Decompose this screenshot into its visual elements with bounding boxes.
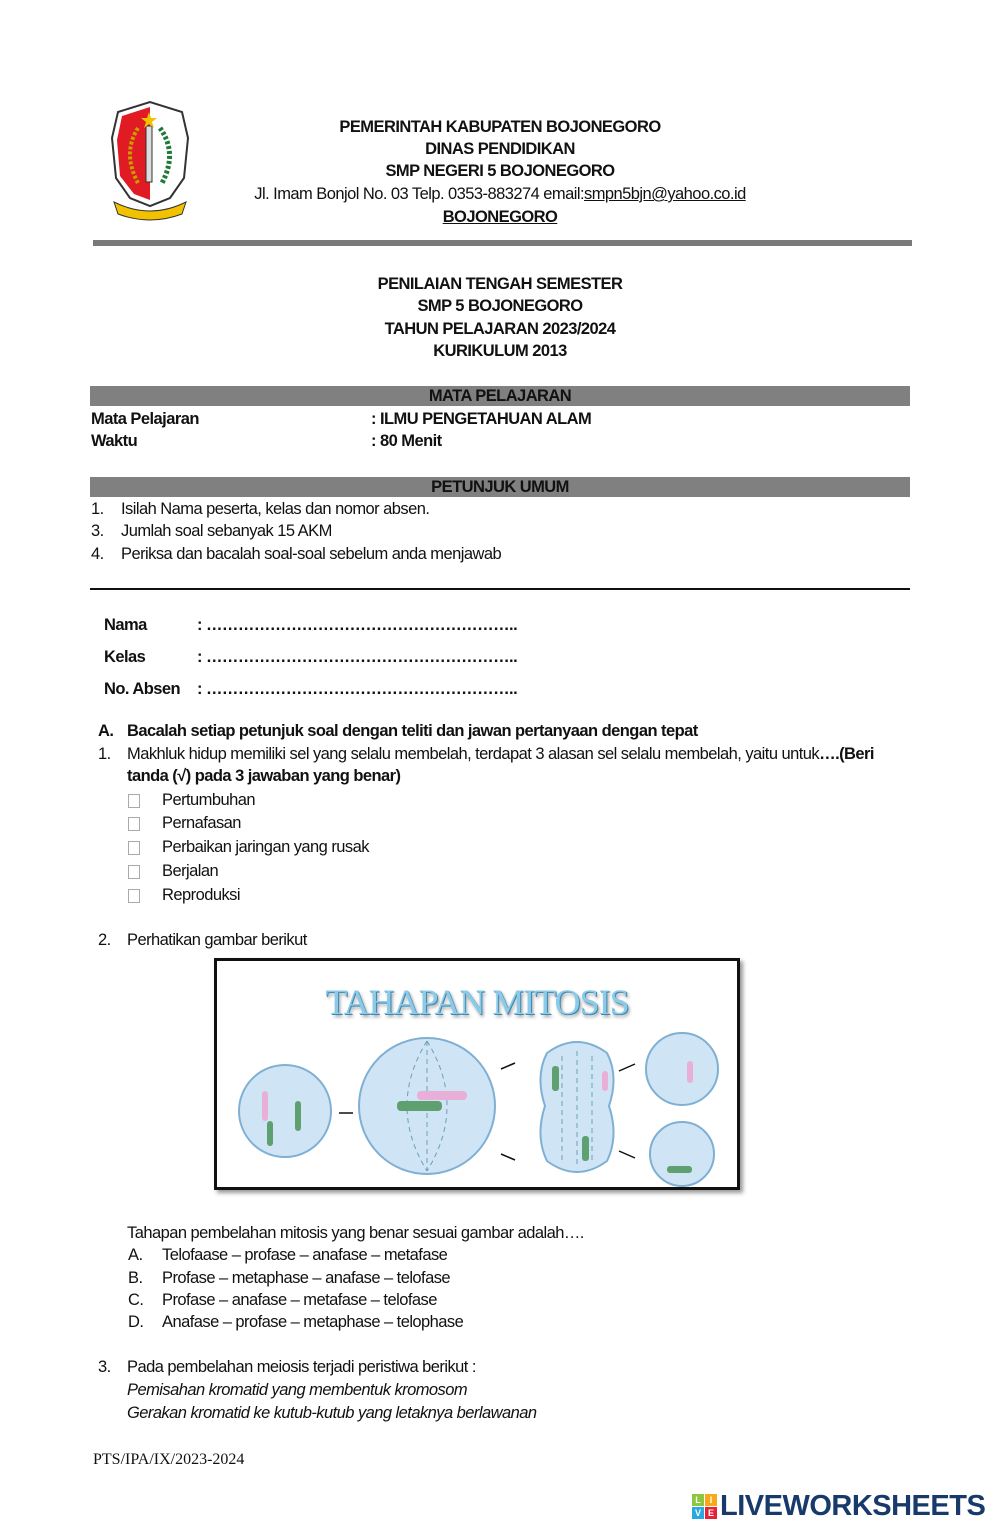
exam-year: TAHUN PELAJARAN 2023/2024	[384, 320, 616, 338]
name-field[interactable]: : …………………………………………………..	[197, 616, 518, 634]
instruction-text: Periksa dan bacalah soal-soal sebelum anda menjawab	[121, 545, 502, 563]
header-address	[0, 184, 1000, 204]
header-divider	[93, 240, 912, 246]
exam-title: PENILAIAN TENGAH SEMESTER	[377, 275, 623, 293]
q1-instruction: ….(Beri	[819, 745, 874, 763]
section-divider	[90, 588, 910, 590]
q2-number: 2.	[98, 931, 111, 949]
q3-statement: Pemisahan kromatid yang membentuk kromosom	[127, 1381, 468, 1399]
q1-checkbox[interactable]	[128, 841, 140, 855]
q1-option: Perbaikan jaringan yang rusak	[162, 838, 369, 856]
q2-option-text[interactable]: Anafase – profase – metaphase – telophase	[162, 1313, 464, 1331]
header-city	[0, 207, 1000, 227]
q3-number: 3.	[98, 1358, 111, 1376]
q1-option: Pernafasan	[162, 814, 241, 832]
q1-option: Pertumbuhan	[162, 791, 256, 809]
q1-checkbox[interactable]	[128, 889, 140, 903]
q3-text: Pada pembelahan meiosis terjadi peristiwa berikut :	[127, 1358, 476, 1376]
absen-label: No. Absen	[104, 680, 181, 698]
instruction-num: 4.	[91, 545, 104, 563]
q2-option-text[interactable]: Profase – anafase – metafase – telofase	[162, 1291, 437, 1309]
instructions-heading: PETUNJUK UMUM	[431, 478, 569, 496]
live-letter: I	[705, 1494, 717, 1506]
mitosis-image-title: TAHAPAN MITOSIS	[325, 982, 629, 1022]
q1-number: 1.	[98, 745, 111, 763]
address-text: Jl. Imam Bonjol No. 03 Telp. 0353-883274 email:	[254, 185, 585, 203]
instruction-text: Isilah Nama peserta, kelas dan nomor absen.	[121, 500, 430, 518]
class-field[interactable]: : …………………………………………………..	[197, 648, 518, 666]
exam-school: SMP 5 BOJONEGORO	[417, 297, 583, 315]
q1-checkbox[interactable]	[128, 865, 140, 879]
q1-instruction-2: tanda (√) pada 3 jawaban yang benar)	[127, 767, 401, 785]
q2-text: Perhatikan gambar berikut	[127, 931, 307, 949]
q3-statement: Gerakan kromatid ke kutub-kutub yang letaknya berlawanan	[127, 1404, 537, 1422]
mitosis-image	[214, 958, 740, 1190]
city-text: BOJONEGORO	[442, 208, 558, 226]
q1-checkbox[interactable]	[128, 817, 140, 831]
header-line3: SMP NEGERI 5 BOJONEGORO	[385, 162, 615, 180]
brand-name: LIVEWORKSHEETS	[720, 1489, 986, 1522]
q2-option-letter: A.	[128, 1246, 143, 1264]
class-label: Kelas	[104, 648, 146, 666]
footer-code: PTS/IPA/IX/2023-2024	[93, 1451, 245, 1468]
section-letter: A.	[98, 722, 114, 740]
subject-heading-bar	[90, 386, 910, 406]
header-line1: PEMERINTAH KABUPATEN BOJONEGORO	[339, 118, 661, 136]
time-label: Waktu	[91, 432, 138, 450]
q1-text	[127, 744, 874, 764]
instruction-num: 3.	[91, 522, 104, 540]
q1-question: Makhluk hidup memiliki sel yang selalu membelah, terdapat 3 alasan sel selalu membelah, yaitu untuk	[127, 745, 820, 763]
subject-value: : ILMU PENGETAHUAN ALAM	[371, 410, 592, 428]
live-icon	[692, 1494, 717, 1519]
q1-option: Berjalan	[162, 862, 219, 880]
q2-option-letter: B.	[128, 1269, 143, 1287]
q2-question: Tahapan pembelahan mitosis yang benar sesuai gambar adalah….	[127, 1224, 584, 1242]
subject-label: Mata Pelajaran	[91, 410, 199, 428]
q2-option-text[interactable]: Telofaase – profase – anafase – metafase	[162, 1246, 448, 1264]
email-link[interactable]: smpn5bjn@yahoo.co.id	[584, 185, 746, 203]
exam-curriculum: KURIKULUM 2013	[433, 342, 567, 360]
q2-option-letter: D.	[128, 1313, 144, 1331]
q2-option-text[interactable]: Profase – metaphase – anafase – telofase	[162, 1269, 451, 1287]
live-letter: V	[692, 1507, 704, 1519]
section-title: Bacalah setiap petunjuk soal dengan teliti dan jawan pertanyaan dengan tepat	[127, 722, 698, 740]
header-line2: DINAS PENDIDIKAN	[425, 140, 575, 158]
instruction-num: 1.	[91, 500, 104, 518]
absen-field[interactable]: : …………………………………………………..	[197, 680, 518, 698]
instruction-text: Jumlah soal sebanyak 15 AKM	[121, 522, 332, 540]
live-letter: E	[705, 1507, 717, 1519]
subject-heading: MATA PELAJARAN	[428, 387, 572, 405]
time-value: : 80 Menit	[371, 432, 442, 450]
q2-option-letter: C.	[128, 1291, 144, 1309]
name-label: Nama	[104, 616, 147, 634]
q1-option: Reproduksi	[162, 886, 240, 904]
q1-checkbox[interactable]	[128, 794, 140, 808]
live-letter: L	[692, 1494, 704, 1506]
instructions-heading-bar	[90, 477, 910, 497]
liveworksheets-logo[interactable]	[692, 1491, 985, 1521]
